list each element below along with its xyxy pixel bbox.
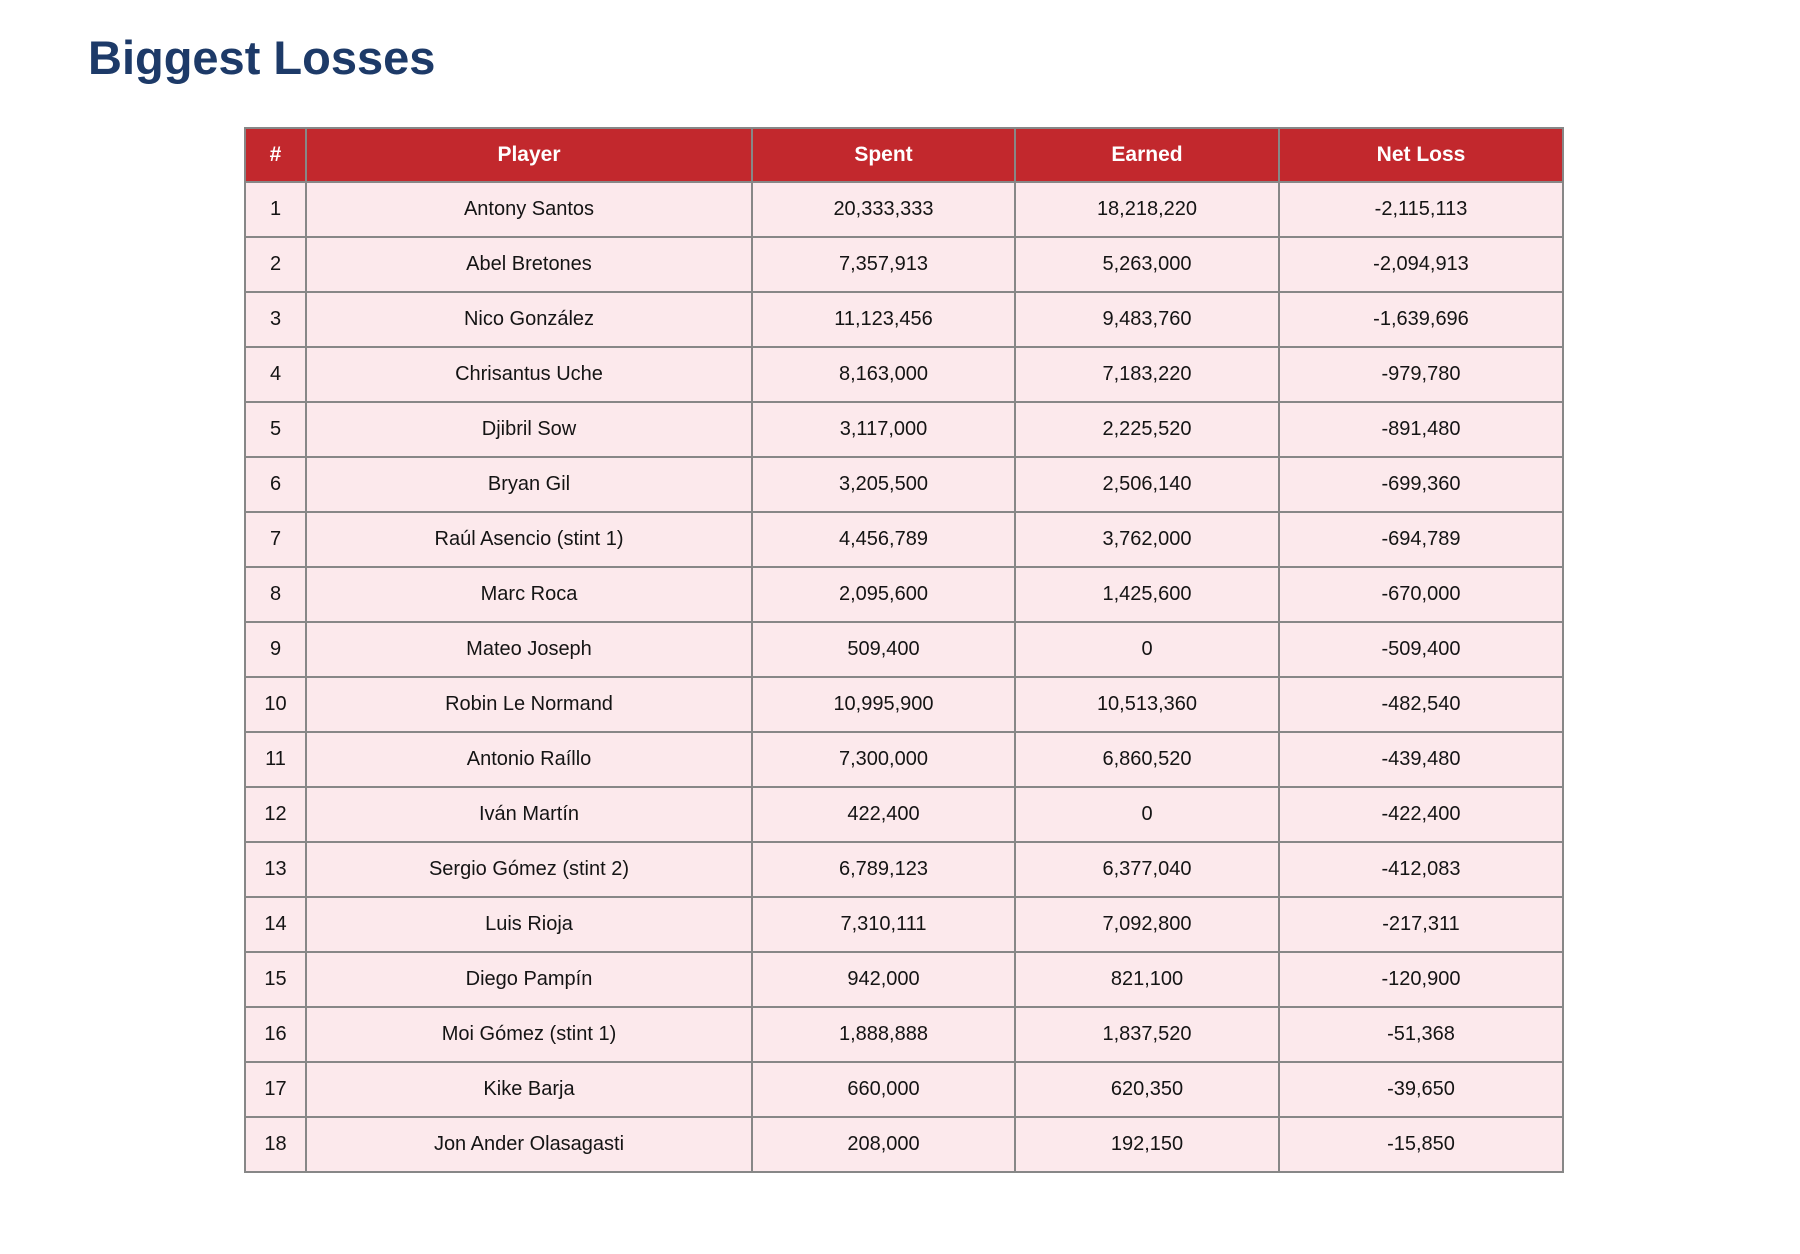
earned-cell: 821,100 <box>1015 952 1279 1007</box>
table-row <box>245 897 1563 952</box>
net-loss-cell: -2,094,913 <box>1279 237 1563 292</box>
net-loss-cell: -694,789 <box>1279 512 1563 567</box>
net-loss-cell: -412,083 <box>1279 842 1563 897</box>
net-loss-cell: -422,400 <box>1279 787 1563 842</box>
earned-cell: 5,263,000 <box>1015 237 1279 292</box>
net-loss-cell: -482,540 <box>1279 677 1563 732</box>
earned-cell: 620,350 <box>1015 1062 1279 1117</box>
rank-cell: 9 <box>245 622 306 677</box>
rank-cell: 5 <box>245 402 306 457</box>
net-loss-cell: -891,480 <box>1279 402 1563 457</box>
column-header-spent: Spent <box>752 128 1015 182</box>
spent-cell: 422,400 <box>752 787 1015 842</box>
net-loss-cell: -217,311 <box>1279 897 1563 952</box>
spent-cell: 8,163,000 <box>752 347 1015 402</box>
table-row <box>245 1117 1563 1172</box>
earned-cell: 6,377,040 <box>1015 842 1279 897</box>
player-cell: Luis Rioja <box>306 897 752 952</box>
rank-cell: 6 <box>245 457 306 512</box>
net-loss-cell: -2,115,113 <box>1279 182 1563 237</box>
net-loss-cell: -979,780 <box>1279 347 1563 402</box>
table-row <box>245 567 1563 622</box>
spent-cell: 1,888,888 <box>752 1007 1015 1062</box>
table-row <box>245 677 1563 732</box>
rank-cell: 2 <box>245 237 306 292</box>
table-row <box>245 622 1563 677</box>
spent-cell: 7,310,111 <box>752 897 1015 952</box>
net-loss-cell: -120,900 <box>1279 952 1563 1007</box>
net-loss-cell: -1,639,696 <box>1279 292 1563 347</box>
rank-cell: 15 <box>245 952 306 1007</box>
net-loss-cell: -15,850 <box>1279 1117 1563 1172</box>
column-header-rank: # <box>245 128 306 182</box>
earned-cell: 7,092,800 <box>1015 897 1279 952</box>
spent-cell: 3,117,000 <box>752 402 1015 457</box>
header-row <box>245 128 1563 182</box>
column-header-player: Player <box>306 128 752 182</box>
table-row <box>245 1007 1563 1062</box>
player-cell: Antony Santos <box>306 182 752 237</box>
spent-cell: 208,000 <box>752 1117 1015 1172</box>
player-cell: Robin Le Normand <box>306 677 752 732</box>
player-cell: Moi Gómez (stint 1) <box>306 1007 752 1062</box>
table-row <box>245 732 1563 787</box>
column-header-earned: Earned <box>1015 128 1279 182</box>
spent-cell: 6,789,123 <box>752 842 1015 897</box>
net-loss-cell: -439,480 <box>1279 732 1563 787</box>
table-row <box>245 182 1563 237</box>
earned-cell: 3,762,000 <box>1015 512 1279 567</box>
player-cell: Antonio Raíllo <box>306 732 752 787</box>
rank-cell: 13 <box>245 842 306 897</box>
table-row <box>245 787 1563 842</box>
table-row <box>245 952 1563 1007</box>
rank-cell: 7 <box>245 512 306 567</box>
earned-cell: 192,150 <box>1015 1117 1279 1172</box>
earned-cell: 1,837,520 <box>1015 1007 1279 1062</box>
player-cell: Iván Martín <box>306 787 752 842</box>
spent-cell: 4,456,789 <box>752 512 1015 567</box>
rank-cell: 16 <box>245 1007 306 1062</box>
player-cell: Bryan Gil <box>306 457 752 512</box>
biggest-losses-table <box>244 127 1564 1173</box>
rank-cell: 11 <box>245 732 306 787</box>
net-loss-cell: -51,368 <box>1279 1007 1563 1062</box>
rank-cell: 12 <box>245 787 306 842</box>
table-row <box>245 1062 1563 1117</box>
rank-cell: 10 <box>245 677 306 732</box>
player-cell: Nico González <box>306 292 752 347</box>
net-loss-cell: -39,650 <box>1279 1062 1563 1117</box>
player-cell: Kike Barja <box>306 1062 752 1117</box>
spent-cell: 7,300,000 <box>752 732 1015 787</box>
earned-cell: 0 <box>1015 622 1279 677</box>
earned-cell: 9,483,760 <box>1015 292 1279 347</box>
rank-cell: 1 <box>245 182 306 237</box>
player-cell: Marc Roca <box>306 567 752 622</box>
table-row <box>245 402 1563 457</box>
spent-cell: 7,357,913 <box>752 237 1015 292</box>
player-cell: Abel Bretones <box>306 237 752 292</box>
player-cell: Djibril Sow <box>306 402 752 457</box>
player-cell: Diego Pampín <box>306 952 752 1007</box>
column-header-net-loss: Net Loss <box>1279 128 1563 182</box>
table-row <box>245 842 1563 897</box>
player-cell: Chrisantus Uche <box>306 347 752 402</box>
rank-cell: 3 <box>245 292 306 347</box>
table-row <box>245 292 1563 347</box>
earned-cell: 0 <box>1015 787 1279 842</box>
rank-cell: 18 <box>245 1117 306 1172</box>
spent-cell: 20,333,333 <box>752 182 1015 237</box>
earned-cell: 18,218,220 <box>1015 182 1279 237</box>
earned-cell: 2,225,520 <box>1015 402 1279 457</box>
spent-cell: 660,000 <box>752 1062 1015 1117</box>
spent-cell: 2,095,600 <box>752 567 1015 622</box>
player-cell: Jon Ander Olasagasti <box>306 1117 752 1172</box>
spent-cell: 10,995,900 <box>752 677 1015 732</box>
player-cell: Mateo Joseph <box>306 622 752 677</box>
table-row <box>245 457 1563 512</box>
earned-cell: 1,425,600 <box>1015 567 1279 622</box>
rank-cell: 14 <box>245 897 306 952</box>
rank-cell: 4 <box>245 347 306 402</box>
rank-cell: 17 <box>245 1062 306 1117</box>
earned-cell: 7,183,220 <box>1015 347 1279 402</box>
earned-cell: 6,860,520 <box>1015 732 1279 787</box>
earned-cell: 2,506,140 <box>1015 457 1279 512</box>
player-cell: Sergio Gómez (stint 2) <box>306 842 752 897</box>
net-loss-cell: -670,000 <box>1279 567 1563 622</box>
table-row <box>245 237 1563 292</box>
earned-cell: 10,513,360 <box>1015 677 1279 732</box>
spent-cell: 509,400 <box>752 622 1015 677</box>
spent-cell: 942,000 <box>752 952 1015 1007</box>
page-title: Biggest Losses <box>88 31 436 84</box>
net-loss-cell: -699,360 <box>1279 457 1563 512</box>
spent-cell: 11,123,456 <box>752 292 1015 347</box>
table-row <box>245 347 1563 402</box>
table-row <box>245 512 1563 567</box>
rank-cell: 8 <box>245 567 306 622</box>
player-cell: Raúl Asencio (stint 1) <box>306 512 752 567</box>
spent-cell: 3,205,500 <box>752 457 1015 512</box>
net-loss-cell: -509,400 <box>1279 622 1563 677</box>
